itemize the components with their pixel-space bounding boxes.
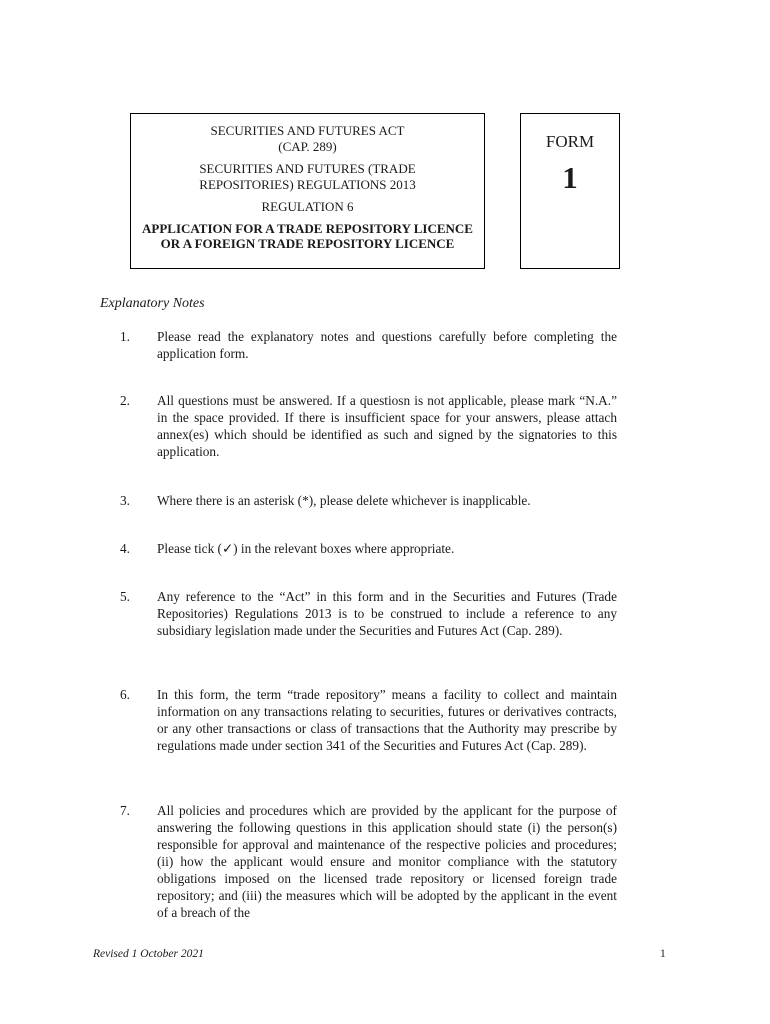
note-item bbox=[120, 802, 617, 921]
note-item bbox=[120, 540, 617, 557]
note-number: 2. bbox=[120, 393, 130, 408]
note-text: In this form, the term “trade repository” means a facility to collect and maintain information on any transactions relating to securities, futures or derivatives contracts, or any other transactions or class of transactions that the Authority may prescribe by regulations made under section 341 of the Securities and Futures Act (Cap. 289). bbox=[157, 687, 617, 753]
note-number: 3. bbox=[120, 493, 130, 508]
note-number: 5. bbox=[120, 589, 130, 604]
act-chapter: (CAP. 289) bbox=[278, 139, 337, 154]
note-text: Where there is an asterisk (*), please delete whichever is inapplicable. bbox=[157, 493, 531, 508]
regulations-name-line2: REPOSITORIES) REGULATIONS 2013 bbox=[199, 177, 416, 192]
note-item bbox=[120, 588, 617, 639]
regulation-number: REGULATION 6 bbox=[261, 199, 354, 214]
revision-date: Revised 1 October 2021 bbox=[93, 948, 204, 960]
form-label: FORM bbox=[545, 132, 595, 151]
form-title: APPLICATION FOR A TRADE REPOSITORY LICENCE OR A FOREIGN TRADE REPOSITORY LICENCE bbox=[142, 221, 473, 251]
note-item bbox=[120, 492, 617, 509]
form-number-box bbox=[520, 113, 620, 269]
page-number: 1 bbox=[660, 948, 666, 960]
note-text: Please read the explanatory notes and questions carefully before completing the application form. bbox=[157, 329, 617, 361]
note-item bbox=[120, 686, 617, 754]
form-number: 1 bbox=[562, 160, 578, 195]
act-name: SECURITIES AND FUTURES ACT bbox=[210, 123, 405, 138]
explanatory-notes-heading: Explanatory Notes bbox=[100, 296, 205, 311]
note-text: All policies and procedures which are provided by the applicant for the purpose of answering the following questions in this application should state (i) the person(s) responsible for approval and maintenance of the respective policies and procedures; (ii) how the applicant would ensure and monitor compliance with the statutory obligations imposed on the licensed trade repository or licensed foreign trade repository; and (iii) the measures which will be adopted by the applicant in the event of a breach of the bbox=[157, 803, 617, 920]
note-number: 4. bbox=[120, 541, 130, 556]
note-number: 6. bbox=[120, 687, 130, 702]
note-text: Please tick (✓) in the relevant boxes where appropriate. bbox=[157, 541, 455, 556]
note-item bbox=[120, 392, 617, 460]
note-item bbox=[120, 328, 617, 362]
note-text: Any reference to the “Act” in this form and in the Securities and Futures (Trade Repositories) Regulations 2013 is to be construed to include a reference to any subsidiary legislation made under the Securities and Futures Act (Cap. 289). bbox=[157, 589, 617, 638]
note-number: 1. bbox=[120, 329, 130, 344]
note-text: All questions must be answered. If a questiosn is not applicable, please mark “N.A.” in the space provided. If there is insufficient space for your answers, please attach annex(es) which should be identified as such and signed by the signatories to this application. bbox=[157, 393, 617, 459]
regulations-name-line1: SECURITIES AND FUTURES (TRADE bbox=[199, 161, 416, 176]
form-header-box bbox=[130, 113, 485, 269]
note-number: 7. bbox=[120, 803, 130, 818]
